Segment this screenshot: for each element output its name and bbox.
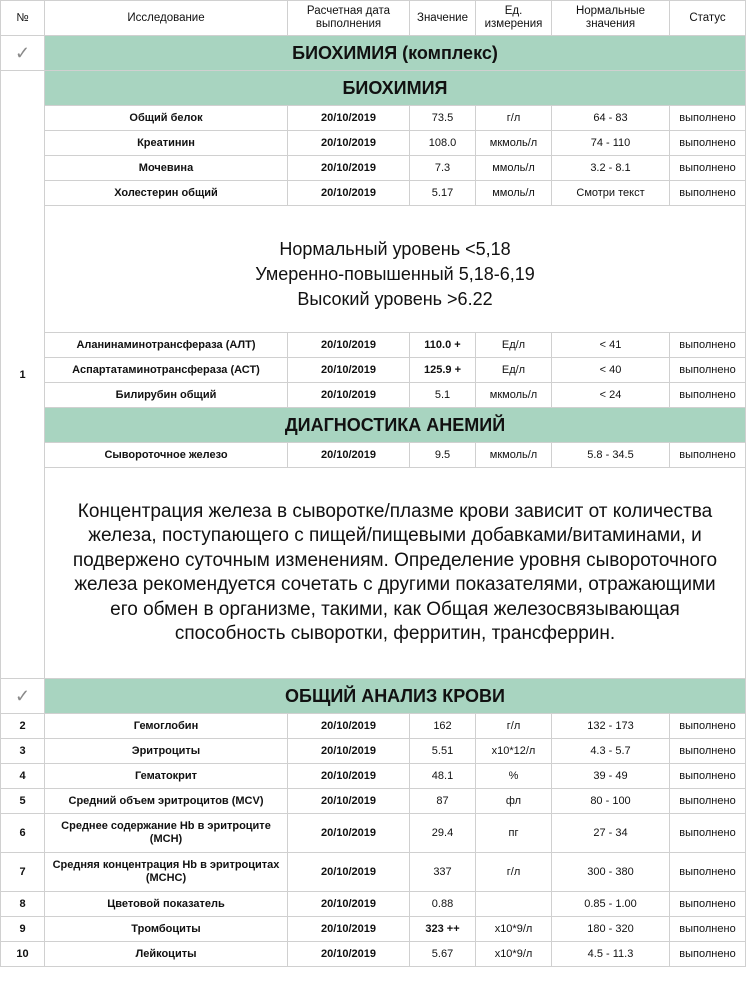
table-row [1,443,746,468]
test-value: 162 [410,714,476,739]
col-date: Расчетная дата выполнения [288,1,410,36]
test-norm: 0.85 - 1.00 [552,892,670,917]
test-name: Аланинаминотрансфераза (АЛТ) [45,333,288,358]
test-name: Аспартатаминотрансфераза (АСТ) [45,358,288,383]
test-status: выполнено [670,181,746,206]
test-norm: 300 - 380 [552,853,670,892]
test-unit: г/л [476,106,552,131]
table-row [1,739,746,764]
test-name: Сывороточное железо [45,443,288,468]
row-number: 10 [1,942,45,967]
test-date: 20/10/2019 [288,942,410,967]
test-date: 20/10/2019 [288,714,410,739]
group-header-complex [1,36,746,71]
test-unit: Ед/л [476,333,552,358]
subgroup-header-anemia [1,408,746,443]
table-row [1,131,746,156]
test-value: 5.67 [410,942,476,967]
test-name: Эритроциты [45,739,288,764]
test-status: выполнено [670,333,746,358]
col-test: Исследование [45,1,288,36]
test-status: выполнено [670,853,746,892]
test-norm: 64 - 83 [552,106,670,131]
check-icon: ✓ [1,679,45,714]
row-number: 4 [1,764,45,789]
test-status: выполнено [670,383,746,408]
row-number: 9 [1,917,45,942]
test-value: 87 [410,789,476,814]
row-number: 2 [1,714,45,739]
table-row [1,853,746,892]
test-date: 20/10/2019 [288,917,410,942]
iron-note: Концентрация железа в сыворотке/плазме крови зависит от количества железа, поступающего с пищей/пищевыми добавками/витаминами, и подвержено суточным изменениям. Определение уровня сывороточного железа рекомендуется сочетать с другими показателями, отражающими его обмен в организме, такими, как Общая железосвязывающая способность сыворотки, ферритин, трансферрин. [45,468,746,679]
test-date: 20/10/2019 [288,853,410,892]
test-unit: x10*9/л [476,942,552,967]
test-date: 20/10/2019 [288,156,410,181]
row-number: 7 [1,853,45,892]
test-name: Гемоглобин [45,714,288,739]
test-unit: % [476,764,552,789]
test-value: 0.88 [410,892,476,917]
test-value: 48.1 [410,764,476,789]
test-status: выполнено [670,789,746,814]
table-row [1,764,746,789]
table-row [1,942,746,967]
test-unit [476,892,552,917]
test-norm: 3.2 - 8.1 [552,156,670,181]
test-name: Билирубин общий [45,383,288,408]
test-name: Среднее содержание Hb в эритроците (MCH) [45,814,288,853]
table-row [1,181,746,206]
test-unit: фл [476,789,552,814]
test-status: выполнено [670,814,746,853]
test-date: 20/10/2019 [288,333,410,358]
note-row [1,468,746,679]
test-unit: пг [476,814,552,853]
row-number: 8 [1,892,45,917]
test-value: 110.0 + [410,333,476,358]
subgroup-title: ДИАГНОСТИКА АНЕМИЙ [45,408,746,443]
table-row [1,358,746,383]
test-status: выполнено [670,131,746,156]
table-header-row [1,1,746,36]
row-number: 5 [1,789,45,814]
test-value: 7.3 [410,156,476,181]
table-row [1,917,746,942]
test-value: 5.1 [410,383,476,408]
test-name: Лейкоциты [45,942,288,967]
test-norm: 180 - 320 [552,917,670,942]
test-status: выполнено [670,106,746,131]
test-name: Общий белок [45,106,288,131]
cholesterol-note: Нормальный уровень <5,18 Умеренно-повышенный 5,18-6,19 Высокий уровень >6.22 [45,206,746,333]
test-norm: 74 - 110 [552,131,670,156]
test-name: Средний объем эритроцитов (MCV) [45,789,288,814]
test-status: выполнено [670,942,746,967]
test-date: 20/10/2019 [288,892,410,917]
col-unit: Ед. измерения [476,1,552,36]
test-unit: x10*12/л [476,739,552,764]
table-row [1,333,746,358]
test-status: выполнено [670,358,746,383]
test-value: 73.5 [410,106,476,131]
cbc-rows [1,714,746,967]
test-name: Креатинин [45,131,288,156]
test-unit: г/л [476,714,552,739]
test-value: 108.0 [410,131,476,156]
test-date: 20/10/2019 [288,181,410,206]
test-unit: г/л [476,853,552,892]
test-date: 20/10/2019 [288,739,410,764]
test-status: выполнено [670,443,746,468]
col-number: № [1,1,45,36]
test-norm: < 41 [552,333,670,358]
group-title: БИОХИМИЯ (комплекс) [45,36,746,71]
test-name: Тромбоциты [45,917,288,942]
test-norm: 132 - 173 [552,714,670,739]
test-value: 5.17 [410,181,476,206]
test-norm: 80 - 100 [552,789,670,814]
test-status: выполнено [670,156,746,181]
table-row [1,814,746,853]
test-norm: 4.5 - 11.3 [552,942,670,967]
test-status: выполнено [670,892,746,917]
group-header-cbc [1,679,746,714]
test-name: Холестерин общий [45,181,288,206]
col-status: Статус [670,1,746,36]
table-row [1,156,746,181]
test-norm: 5.8 - 34.5 [552,443,670,468]
test-status: выполнено [670,764,746,789]
test-value: 125.9 + [410,358,476,383]
table-row [1,106,746,131]
test-status: выполнено [670,739,746,764]
test-unit: Ед/л [476,358,552,383]
table-row [1,892,746,917]
test-status: выполнено [670,917,746,942]
test-norm: Смотри текст [552,181,670,206]
test-unit: ммоль/л [476,181,552,206]
test-date: 20/10/2019 [288,358,410,383]
test-name: Мочевина [45,156,288,181]
test-date: 20/10/2019 [288,131,410,156]
test-name: Цветовой показатель [45,892,288,917]
subgroup-header-biochem [1,71,746,106]
test-norm: 39 - 49 [552,764,670,789]
test-unit: ммоль/л [476,156,552,181]
row-number: 3 [1,739,45,764]
test-value: 337 [410,853,476,892]
test-date: 20/10/2019 [288,443,410,468]
test-value: 5.51 [410,739,476,764]
test-unit: x10*9/л [476,917,552,942]
table-row [1,714,746,739]
subgroup-title: БИОХИМИЯ [45,71,746,106]
test-unit: мкмоль/л [476,131,552,156]
test-norm: < 40 [552,358,670,383]
test-name: Средняя концентрация Hb в эритроцитах (MCHC) [45,853,288,892]
test-value: 9.5 [410,443,476,468]
test-status: выполнено [670,714,746,739]
col-norm: Нормальные значения [552,1,670,36]
test-norm: < 24 [552,383,670,408]
test-unit: мкмоль/л [476,443,552,468]
col-value: Значение [410,1,476,36]
test-norm: 27 - 34 [552,814,670,853]
table-row [1,789,746,814]
row-number: 1 [1,71,45,679]
test-date: 20/10/2019 [288,764,410,789]
test-value: 29.4 [410,814,476,853]
table-row [1,383,746,408]
test-unit: мкмоль/л [476,383,552,408]
test-name: Гематокрит [45,764,288,789]
note-row [1,206,746,333]
test-value: 323 ++ [410,917,476,942]
group-title: ОБЩИЙ АНАЛИЗ КРОВИ [45,679,746,714]
test-date: 20/10/2019 [288,383,410,408]
row-number: 6 [1,814,45,853]
test-date: 20/10/2019 [288,789,410,814]
test-date: 20/10/2019 [288,106,410,131]
test-norm: 4.3 - 5.7 [552,739,670,764]
check-icon: ✓ [1,36,45,71]
test-date: 20/10/2019 [288,814,410,853]
